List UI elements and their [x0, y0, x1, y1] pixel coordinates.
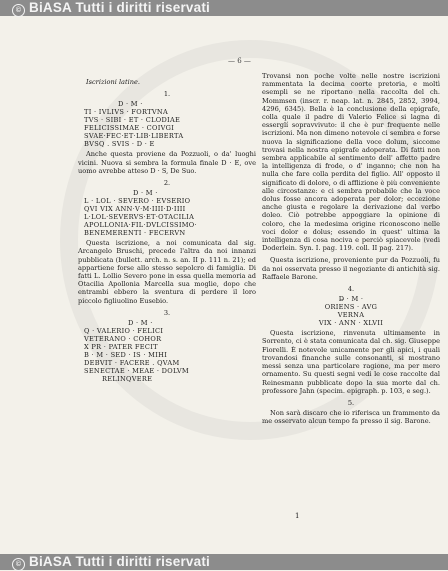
inscription-line: VETERANO · COHOR: [84, 335, 162, 344]
section-heading: Iscrizioni latine.: [86, 78, 140, 86]
inscription-line: D · M ·: [133, 189, 158, 198]
inscription-line: VIX · ANN · XLVII: [318, 319, 384, 328]
inscription-line: QVI VIX ANN·V·M·IIII·D·IIII: [84, 205, 186, 214]
paragraph: Non sarà discaro che io riferisca un frammento da me osservato alcun tempo fa presso il sig. Barone.: [262, 409, 440, 426]
inscription-3: [78, 319, 256, 383]
inscription-number-1: 1.: [163, 90, 171, 99]
paragraph: Questa iscrizione, a noi comunicata dal sig. Arcangelo Bruschi, precede l'altra da noi innanzi pubblicata (bullett. arch. n. s. an. II p. 111 n. 21); ed appartiene forse allo stesso sepolcro di famiglia. Di fatti L. Lollio Severo pone in essa quella memoria ad Otacilia Apollonia Marcella sua moglie, dopo che entrambi ebbero la sventura di perdere il loro piccolo figliuolino Eusebio.: [78, 239, 256, 305]
watermark-bottom: [0, 554, 448, 570]
inscription-line: RELINQVERE: [102, 375, 153, 384]
copyright-icon: ©: [12, 558, 25, 571]
signature-mark: 1: [295, 512, 300, 520]
inscription-line: TI · IVLIVS · FORTVNA: [84, 108, 169, 117]
inscription-line: Q · VALERIO · FELICI: [84, 327, 164, 336]
paragraph: Anche questa proviene da Pozzuoli, o da' luoghi vicini. Nuova si sembra la formula finale D · E, ove uomo avrebbe atteso D · S, De Suo.: [78, 150, 256, 175]
inscription-line: B · M · SED · IS · MIHI: [84, 351, 168, 360]
paragraph: Questa iscrizione, proveniente pur da Pozzuoli, fu da noi osservata presso il negoziante di antichità sig. Raffaele Barone.: [262, 256, 440, 281]
inscription-line: VERNA: [337, 311, 365, 320]
inscription-line: FELICISSIMAE · COIVGI: [84, 124, 175, 133]
inscription-line: L·LOL·SEVERVS·ET·OTACILIA: [84, 213, 195, 222]
inscription-4: [262, 295, 440, 327]
left-column: [78, 78, 256, 383]
watermark-top: [0, 0, 448, 16]
inscription-line: D · M ·: [118, 100, 143, 109]
inscription-number-3: 3.: [163, 308, 171, 317]
inscription-line: ORIENS · AVG: [324, 303, 378, 312]
inscription-line: L · LOL · SEVERO · EVSERIO: [84, 197, 191, 206]
inscription-line: APOLLONIA·FIL·DVLCISSIMO·: [84, 221, 197, 230]
paragraph: Trovansi non poche volte nelle nostre iscrizioni rammentata la decima coorte pretoria, e moltì esempli se ne riportano nella raccolta del ch. Mommsen (inscr. r. neap. lat. n. 2845, 2852, 3994, 4296, 6345). Bella è la conclusione della epigrafe, colla quale il padre di Valerio Felice si lagna di esserglí sopravvivuto: il che è pur frequente nelle iscrizioni. Ma non dimeno notevole ci sembra e forse nuova la significazione della voce dolum, siccome trovasi nella nostra epigrafe adoperata. Di fatti non sembra applicabile al sentimento dell' affetto padre la intelligenza di frode, o d' inganno; che non ha nulla che fare colla perdita del figlio. All' opposto il significato di dolore, o di afflizione è più conveniente alle circostanze: e ci sembra probabile che la voce dolus fosse ancora adoperata per dolor; eccezione anche giusta e regolare la derivazione dal verbo doleo. Ciò potrebbe appoggiare la opinione di coloro, che la medesima origine riconoscono nelle voci dolor e dolus; essendo in quest' ultima la intelligenza di cosa nociva e perciò spiacevole (vedi Doderlein. Syn. I. pag. 119. coll. II pag. 217).: [262, 72, 440, 253]
inscription-number-2: 2.: [163, 179, 171, 188]
inscription-number-5: 5.: [347, 398, 355, 407]
inscription-number-4: 4.: [347, 285, 355, 294]
page-number: — 6 —: [228, 57, 251, 65]
inscription-2: [78, 189, 256, 237]
inscription-line: X PR · PATER FECIT: [84, 343, 158, 352]
inscription-line: D̶ · M ·: [338, 295, 364, 304]
inscription-line: BENEMERENTI · FECERVN: [84, 229, 186, 238]
right-column: [262, 70, 440, 430]
inscription-line: DEBVIT · FACERE . QVAM: [84, 359, 180, 368]
watermark-text: BiASA Tutti i diritti riservati: [29, 0, 210, 15]
inscription-line: SENECTAE · MEAE · DOLVM: [84, 367, 189, 376]
paragraph: Questa iscrizione, rinvenuta ultimamente in Sorrento, ci è stata comunicata dal ch. sig. Giuseppe Fiorelli. È notevole unicamente per gli apici, i quali trovandosi finanche sulle consonanti, si mostrano messi senza una particolare ragione, ma per mero ornamento. Su questi segni vedi le cose raccolte dal Reinesmann pubblicate dopo la sua morte dal ch. professore Jahn (specim. epigraph. p. 103, e seg.).: [262, 329, 440, 395]
copyright-icon: ©: [12, 4, 25, 17]
inscription-line: BVSQ . SVIS · D · E: [84, 140, 155, 149]
watermark-text: BiASA Tutti i diritti riservati: [29, 554, 210, 569]
inscription-line: SVAE·FEC·ET·LIB·LIBERTA: [84, 132, 184, 141]
inscription-line: TVS · SIBI · ET · CLODIAE: [84, 116, 181, 125]
inscription-1: [78, 100, 256, 148]
inscription-line: D · M ·: [128, 319, 153, 328]
